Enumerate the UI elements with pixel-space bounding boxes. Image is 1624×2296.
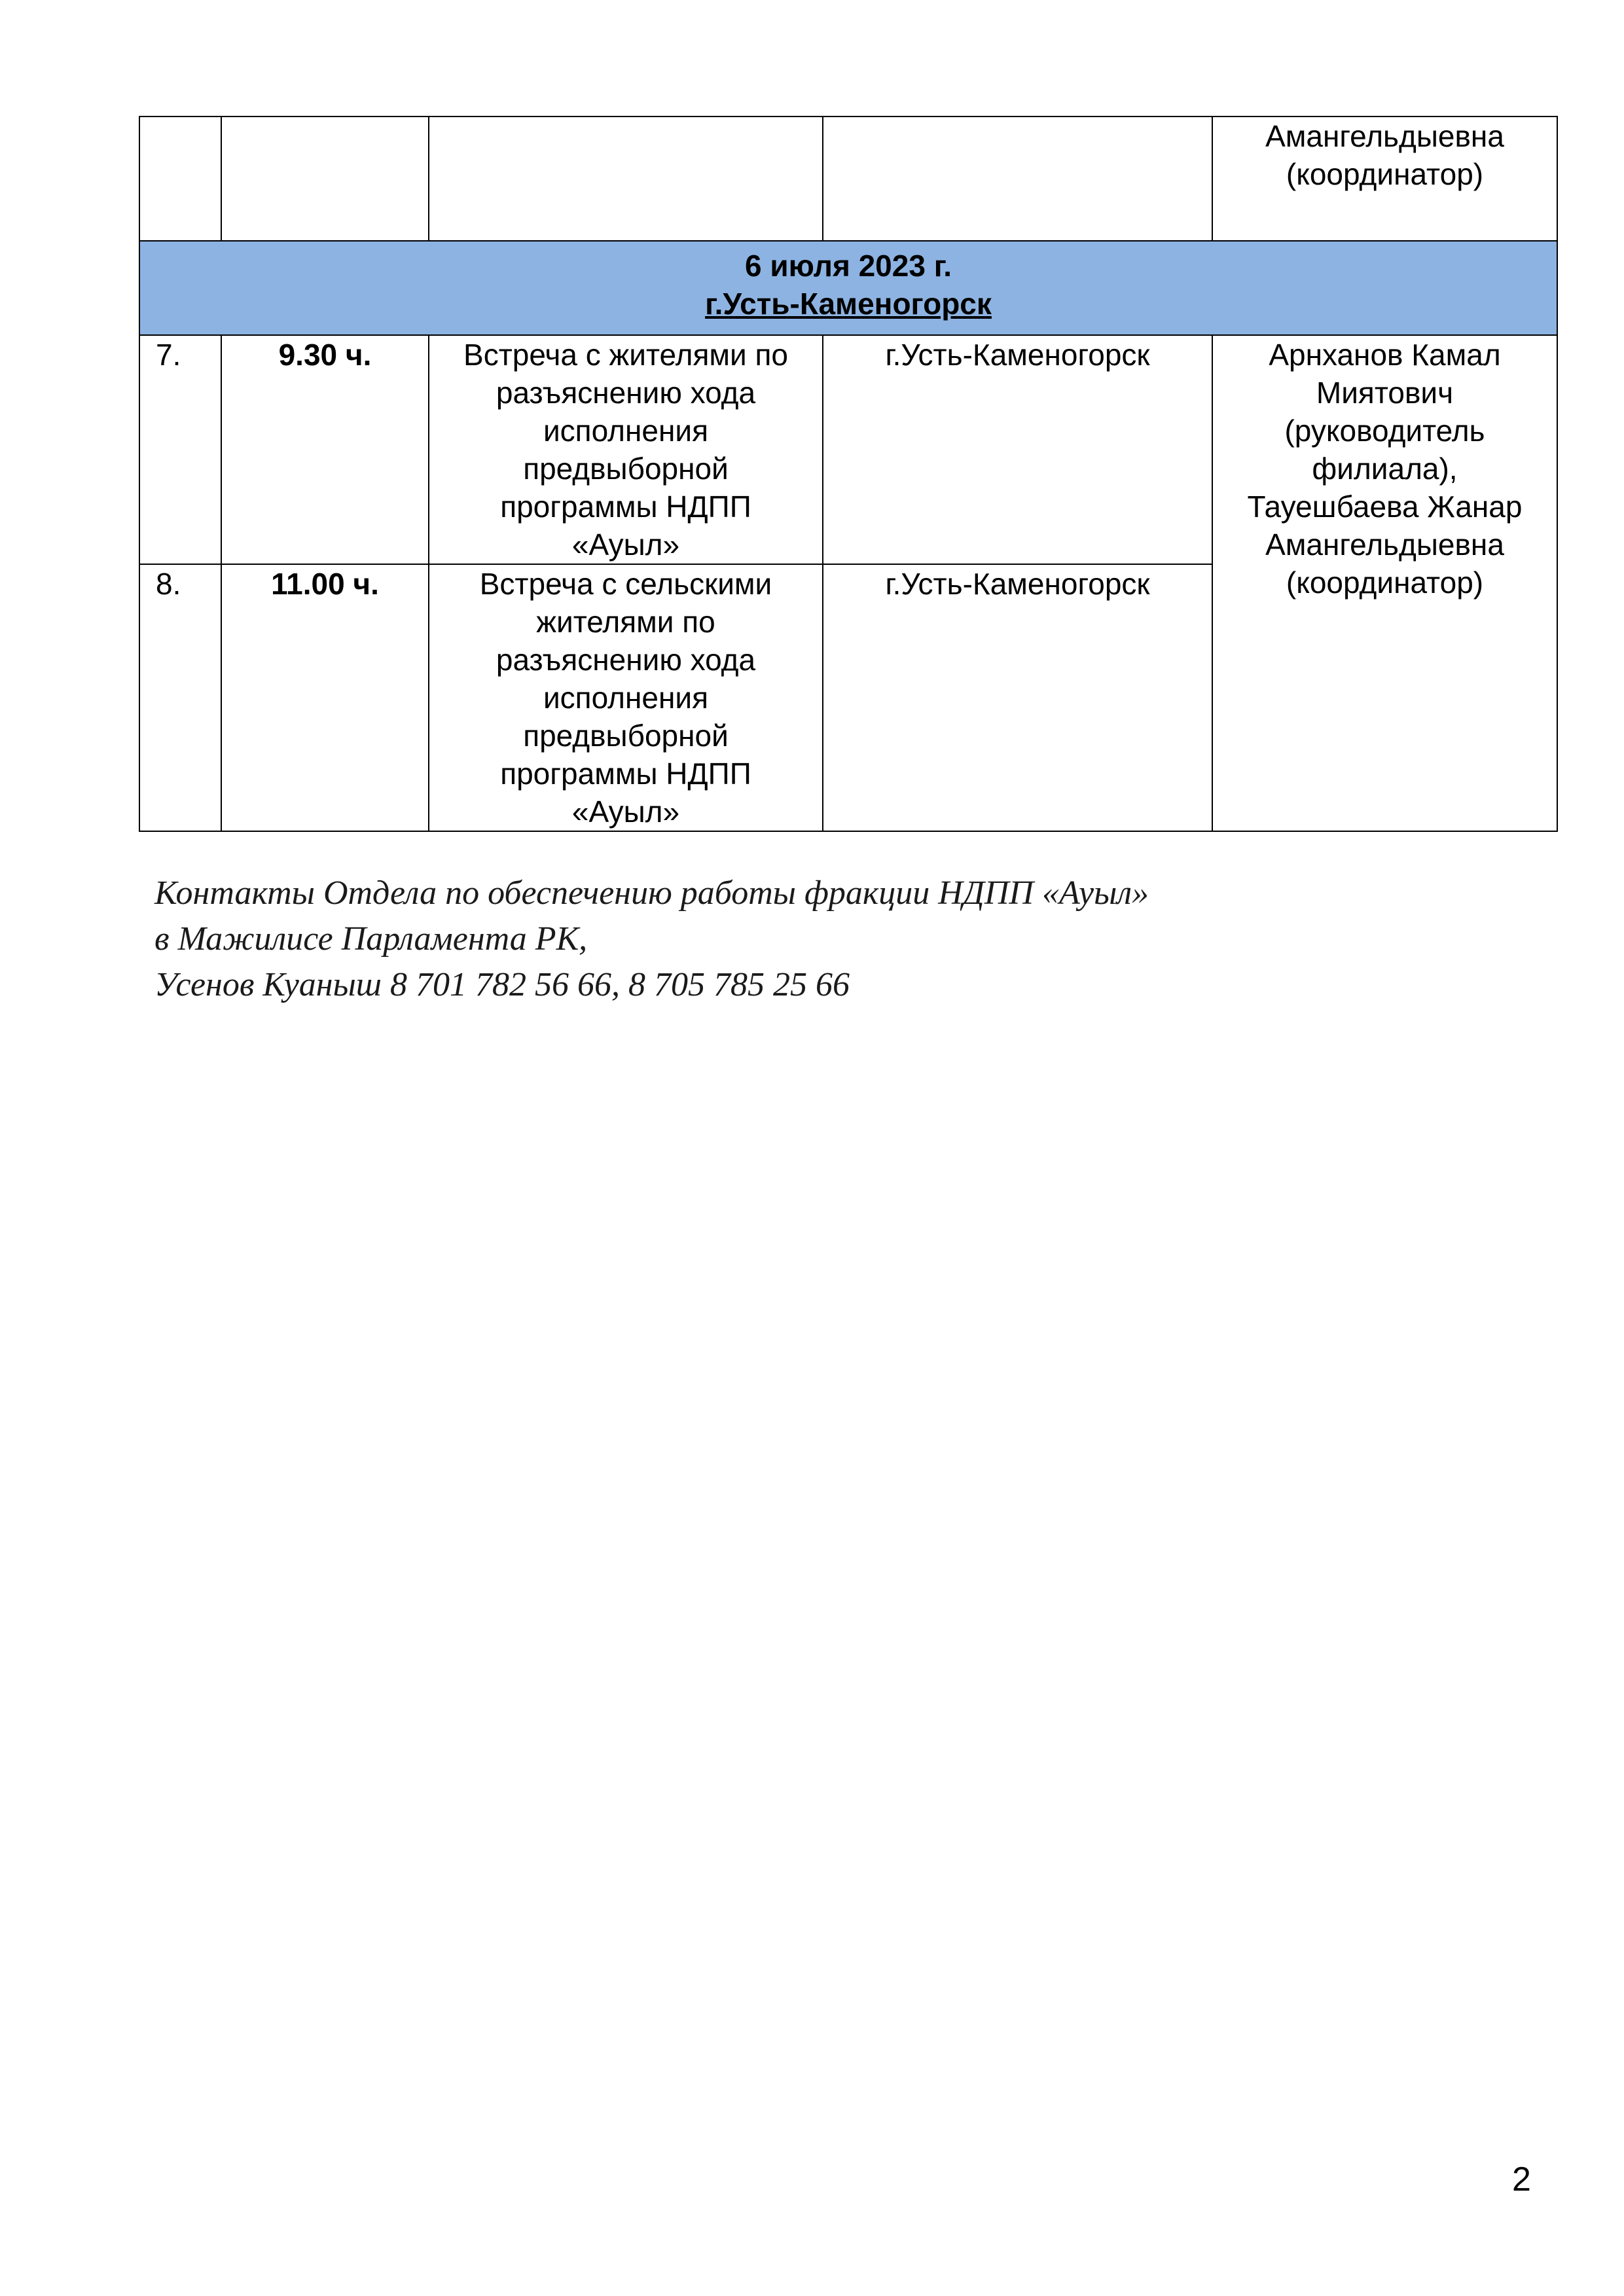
schedule-table [139, 116, 1558, 832]
table-row [139, 117, 1557, 241]
row-number: 7. [139, 335, 221, 564]
section-date: 6 июля 2023 г. [744, 249, 952, 283]
table-row [139, 335, 1557, 564]
footer-line: в Мажилисе Парламента РК, [154, 920, 588, 958]
contacts-footer [154, 870, 1149, 1008]
responsible-cell: Арнханов Камал Миятович (руководитель филиала), Тауешбаева Жанар Амангельдыевна (координатор) [1212, 335, 1557, 831]
row-event: Встреча с жителями по разъяснению хода исполнения предвыборной программы НДПП «Ауыл» [429, 335, 823, 564]
section-header [139, 241, 1557, 335]
row-place: г.Усть-Каменогорск [823, 564, 1212, 831]
row-time: 9.30 ч. [221, 335, 429, 564]
row-time: 11.00 ч. [221, 564, 429, 831]
footer-line: Усенов Куаныш 8 701 782 56 66, 8 705 785 25 66 [154, 966, 850, 1003]
responsible-cell: Амангельдыевна (координатор) [1212, 117, 1557, 241]
section-city: г.Усть-Каменогорск [705, 287, 992, 321]
footer-line: Контакты Отдела по обеспечению работы фракции НДПП «Ауыл» [154, 874, 1149, 912]
row-place: г.Усть-Каменогорск [823, 335, 1212, 564]
page-number: 2 [1512, 2161, 1531, 2198]
section-header-row [139, 241, 1557, 335]
row-event: Встреча с сельскими жителями по разъяснению хода исполнения предвыборной программы НДПП «Ауыл» [429, 564, 823, 831]
row-number: 8. [139, 564, 221, 831]
